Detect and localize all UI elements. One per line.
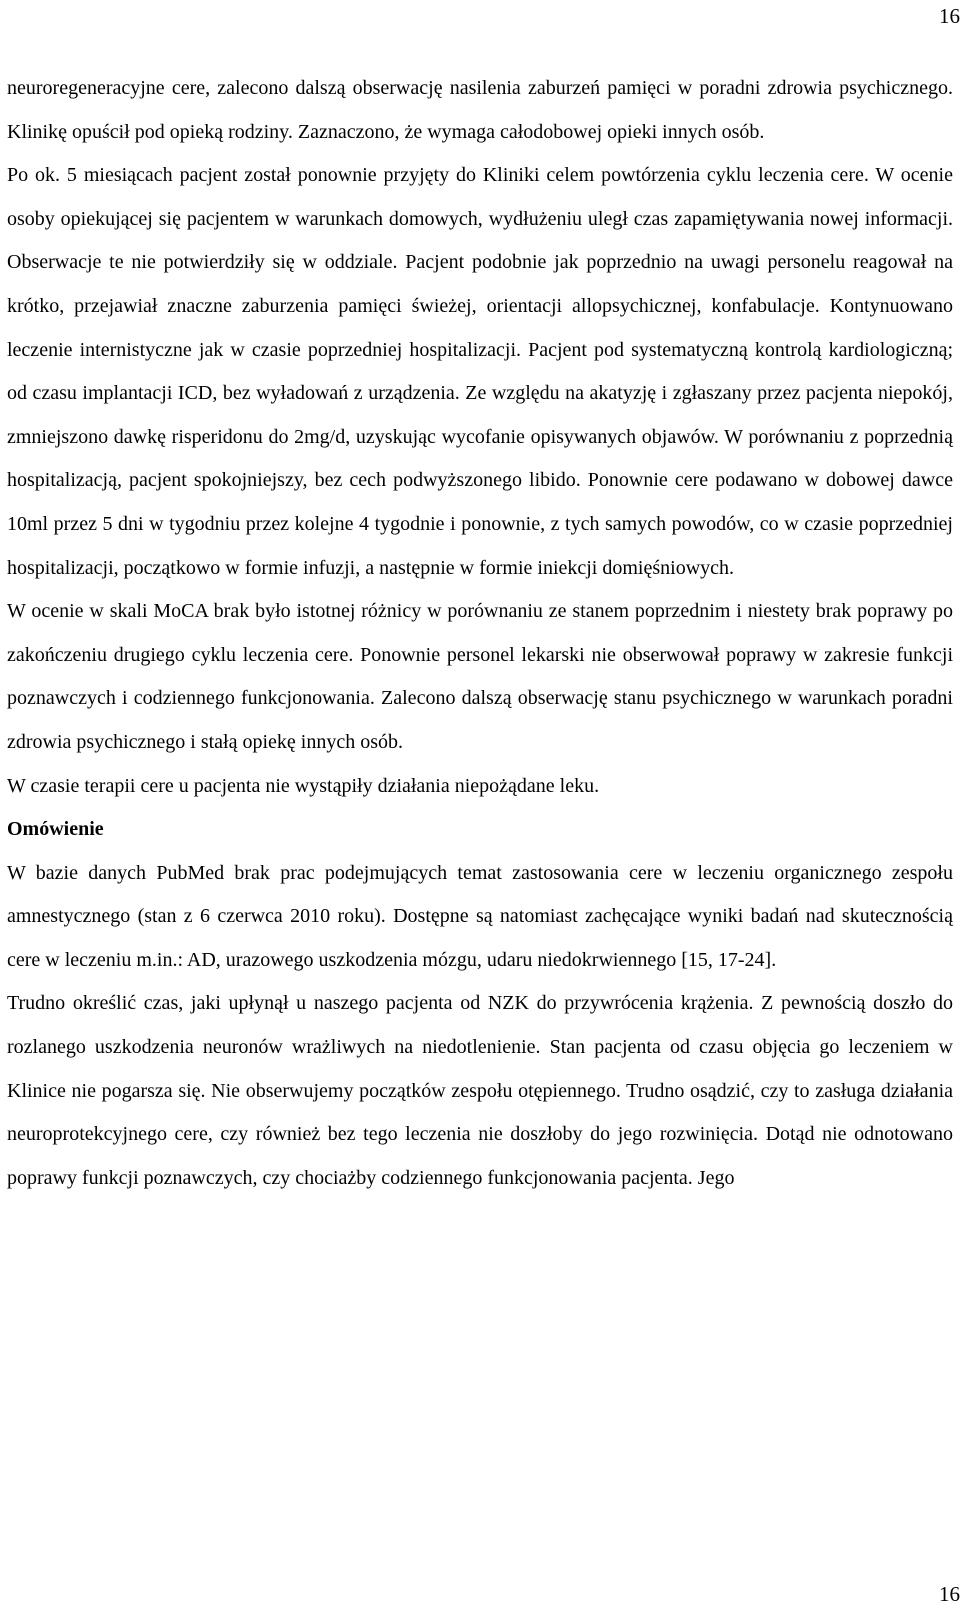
section-heading: Omówienie bbox=[7, 818, 104, 841]
page-number-top: 16 bbox=[939, 4, 960, 28]
paragraph-continuation: neuroregeneracyjne cere, zalecono dalszą obserwację nasilenia zaburzeń pamięci w poradni zdrowia psychicznego. Klinikę opuścił pod opieką rodziny. Zaznaczono, że wymaga całodobowej opieki innych osób. bbox=[7, 77, 953, 143]
paragraph-discussion: Trudno określić czas, jaki upłynął u naszego pacjenta od NZK do przywrócenia krążenia. Z pewnością doszło do rozlanego uszkodzenia neuronów wrażliwych na niedotlenienie. Stan pacjenta od czasu objęcia go leczeniem w Klinice nie pogarsza się. Nie obserwujemy początków zespołu otępiennego. Trudno osądzić, czy to zasługa działania neuroprotekcyjnego cere, czy również bez tego leczenia nie doszłoby do jego rozwinięcia. Dotąd nie odnotowano poprawy funkcji poznawczych, czy chociażby codziennego funkcjonowania pacjenta. Jego bbox=[7, 992, 953, 1189]
page-number-bottom: 16 bbox=[939, 1582, 960, 1606]
paragraph-second-cycle: Po ok. 5 miesiącach pacjent został ponownie przyjęty do Kliniki celem powtórzenia cyklu leczenia cere. W ocenie osoby opiekującej się pacjentem w warunkach domowych, wydłużeniu uległ czas zapamiętywania nowej informacji. Obserwacje te nie potwierdziły się w oddziale. Pacjent podobnie jak poprzednio na uwagi personelu reagował na krótko, przejawiał znaczne zaburzenia pamięci świeżej, orientacji allopsychicznej, konfabulacje. Kontynuowano leczenie internistyczne jak w czasie poprzedniej hospitalizacji. Pacjent pod systematyczną kontrolą kardiologiczną; od czasu implantacji ICD, bez wyładowań z urządzenia. Ze względu na akatyzję i zgłaszany przez pacjenta niepokój, zmniejszono dawkę risperidonu do 2mg/d, uzyskując wycofanie opisywanych objawów. W porównaniu z poprzednią hospitalizacją, pacjent spokojniejszy, bez cech podwyższonego libido. Ponownie cere podawano w dobowej dawce 10ml przez 5 dni w tygodniu przez kolejne 4 tygodnie i ponownie, z tych samych powodów, co w czasie poprzedniej hospitalizacji, początkowo w formie infuzji, a następnie w formie iniekcji domięśniowych. bbox=[7, 164, 953, 579]
paragraph-moca: W ocenie w skali MoCA brak było istotnej różnicy w porównaniu ze stanem poprzednim i niestety brak poprawy po zakończeniu drugiego cyklu leczenia cere. Ponownie personel lekarski nie obserwował poprawy w zakresie funkcji poznawczych i codziennego funkcjonowania. Zalecono dalszą obserwację stanu psychicznego w warunkach poradni zdrowia psychicznego i stałą opiekę innych osób. bbox=[7, 600, 953, 753]
document-body bbox=[7, 67, 953, 1200]
paragraph-pubmed: W bazie danych PubMed brak prac podejmujących temat zastosowania cere w leczeniu organicznego zespołu amnestycznego (stan z 6 czerwca 2010 roku). Dostępne są natomiast zachęcające wyniki badań nad skutecznością cere w leczeniu m.in.: AD, urazowego uszkodzenia mózgu, udaru niedokrwiennego [15, 17-24]. bbox=[7, 861, 953, 971]
paragraph-adverse-effects: W czasie terapii cere u pacjenta nie wystąpiły działania niepożądane leku. bbox=[7, 774, 600, 797]
